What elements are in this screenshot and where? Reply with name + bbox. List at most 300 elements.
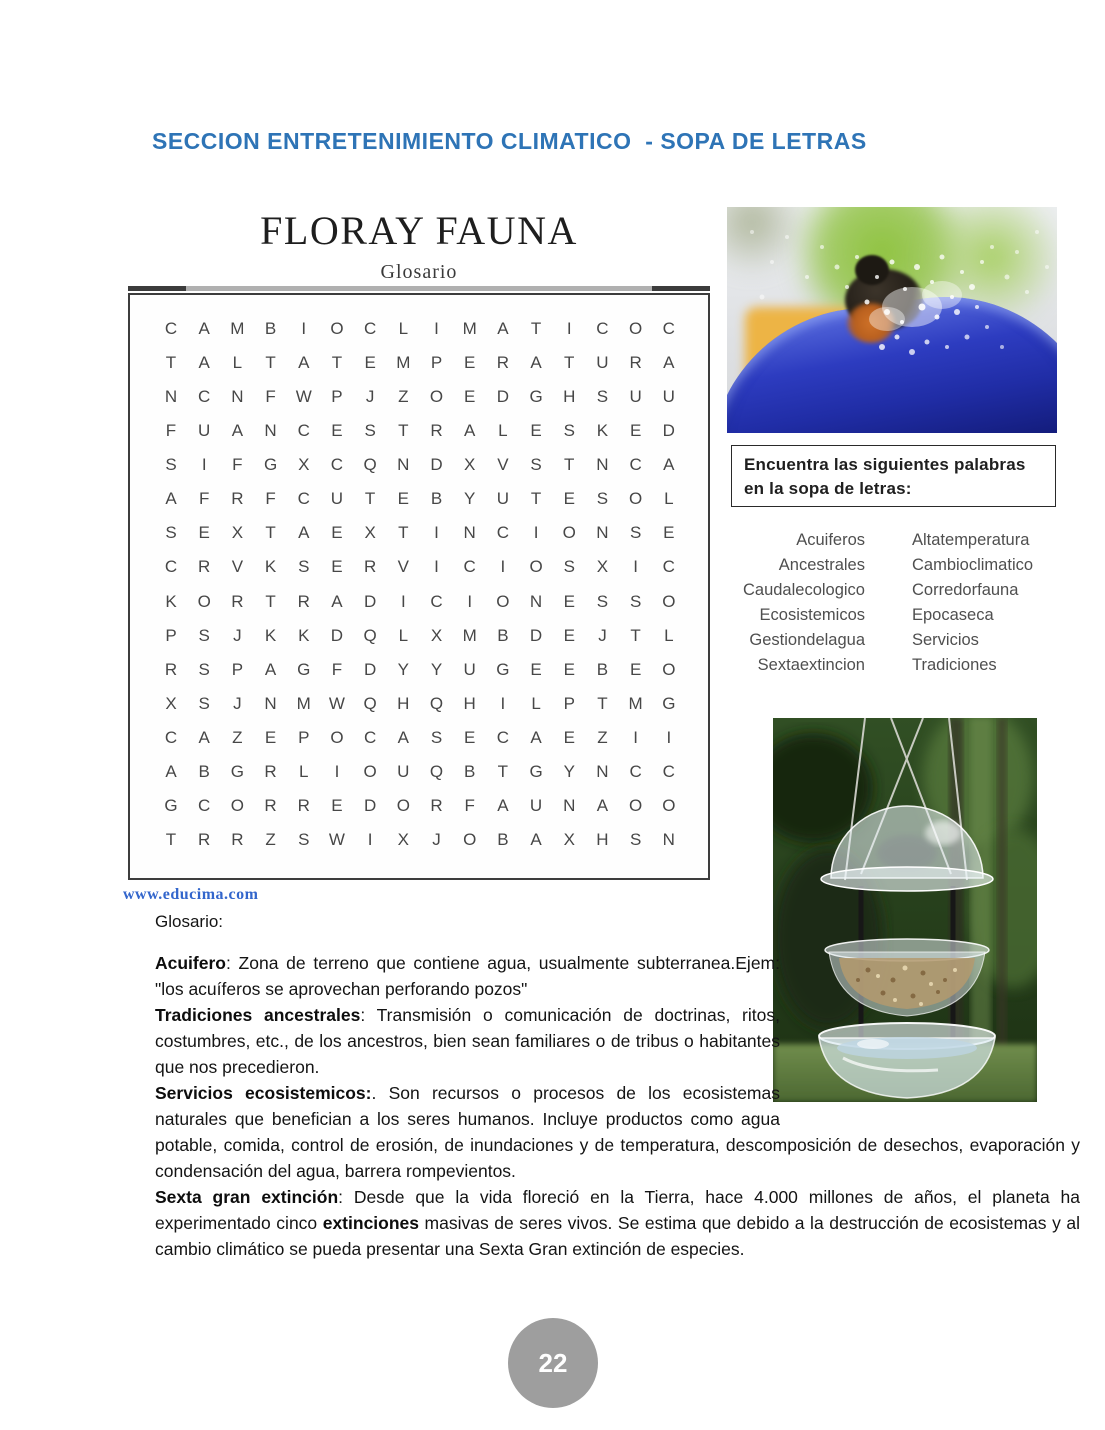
grid-letter: F	[464, 795, 475, 815]
grid-letter: K	[596, 421, 609, 441]
word-list-left-column	[731, 528, 865, 678]
grid-letter: N	[264, 421, 277, 441]
grid-letter: W	[328, 693, 345, 713]
grid-letter: T	[265, 523, 276, 543]
water-splash	[727, 207, 1057, 433]
grid-letter: T	[398, 421, 409, 441]
grid-letter: A	[198, 353, 210, 373]
grid-letter: E	[198, 523, 210, 543]
grid-letter: C	[662, 557, 675, 577]
grid-letter: B	[198, 761, 210, 781]
grid-letter: G	[529, 387, 543, 407]
grid-letter: A	[596, 795, 609, 815]
grid-letter: L	[232, 353, 243, 373]
grid-letter: S	[629, 829, 642, 849]
glossary-definition: masivas de seres vivos. Se estima que debido a la destrucción de ecosistemas y al cambio climático se pueda presentar una Sexta Gran extinción de especies.	[155, 1213, 1080, 1259]
grid-letter: J	[432, 829, 441, 849]
grid-letter: N	[596, 455, 609, 475]
grid-letter: C	[662, 761, 675, 781]
grid-row	[160, 421, 680, 441]
word-list-right-column	[912, 528, 1061, 678]
grid-letter: O	[396, 795, 410, 815]
grid-letter: Q	[429, 761, 444, 781]
grid-letter: U	[330, 489, 344, 509]
grid-letter: E	[563, 625, 575, 645]
grid-letter: Q	[363, 455, 377, 475]
grid-row	[160, 353, 680, 373]
grid-letter: I	[500, 693, 506, 713]
grid-letter: R	[297, 795, 310, 815]
grid-letter: I	[633, 557, 638, 577]
grid-letter: J	[233, 625, 242, 645]
grid-letter: U	[397, 761, 410, 781]
puzzle-subtitle: Glosario	[380, 261, 458, 283]
grid-letter: R	[264, 795, 277, 815]
grid-letter: C	[629, 761, 642, 781]
grid-letter: S	[563, 557, 575, 577]
grid-letter: V	[231, 557, 244, 577]
grid-letter: N	[662, 829, 675, 849]
grid-letter: C	[430, 591, 443, 611]
grid-letter: I	[633, 727, 638, 747]
grid-letter: O	[529, 557, 543, 577]
grid-letter: A	[165, 489, 177, 509]
grid-letter: G	[297, 659, 311, 679]
grid-letter: A	[298, 353, 310, 373]
grid-letter: O	[197, 591, 211, 611]
word-list-item: Gestiondelagua	[749, 631, 865, 649]
grid-letter: R	[164, 659, 178, 679]
grid-letter: R	[496, 353, 510, 373]
instructions-text: Encuentra las siguientes palabras en la sopa de letras:	[744, 455, 1026, 498]
grid-row	[160, 626, 680, 646]
grid-row	[160, 592, 680, 612]
grid-letter: R	[231, 489, 244, 509]
grid-letter: D	[430, 455, 443, 475]
grid-letter: M	[296, 693, 311, 713]
grid-letter: S	[198, 693, 210, 713]
grid-letter: L	[299, 761, 309, 781]
puzzle-title: FLORAY FAUNA	[260, 208, 578, 253]
grid-letter: E	[563, 727, 575, 747]
grid-row	[160, 455, 680, 475]
grid-letter: U	[529, 795, 543, 815]
word-list-item: Servicios	[912, 631, 979, 649]
grid-letter: A	[530, 829, 542, 849]
grid-letter: K	[264, 625, 277, 645]
grid-row	[160, 489, 680, 509]
grid-letter: R	[430, 795, 443, 815]
grid-letter: H	[596, 829, 609, 849]
grid-letter: I	[367, 829, 373, 849]
word-list-item: Altatemperatura	[912, 531, 1030, 549]
grid-letter: Q	[429, 693, 444, 713]
grid-letter: E	[563, 489, 575, 509]
section-heading: SECCION ENTRETENIMIENTO CLIMATICO - SOPA DE LETRAS	[152, 128, 867, 154]
grid-letter: V	[497, 455, 509, 475]
grid-letter: R	[198, 829, 211, 849]
grid-letter: E	[331, 523, 343, 543]
grid-letter: A	[663, 353, 675, 373]
glossary-term: Tradiciones ancestrales	[155, 1005, 361, 1025]
grid-letter: X	[231, 523, 244, 543]
grid-letter: C	[496, 523, 510, 543]
grid-letter: O	[662, 591, 676, 611]
word-search-grid	[128, 293, 710, 880]
grid-letter: T	[597, 693, 608, 713]
grid-letter: Z	[597, 727, 608, 747]
grid-letter: J	[365, 387, 375, 407]
glossary-definition: . Son recursos o procesos de los ecosistemas naturales que benefician a los seres humanos. Incluye productos como agua potable, comida, control de erosión, de inundaciones y de temperatura, descomposición de desechos, evaporación y condensación del agua, barrera rompevientos.	[155, 1083, 1080, 1181]
grid-letter: N	[596, 523, 609, 543]
grid-letter: I	[434, 523, 439, 543]
word-list-item: Cambioclimatico	[912, 556, 1034, 574]
grid-row	[160, 762, 680, 782]
grid-letter: F	[198, 489, 210, 509]
grid-letter: U	[596, 353, 609, 373]
grid-letter: X	[298, 455, 310, 475]
grid-letter: D	[496, 387, 510, 407]
grid-letter: M	[628, 693, 643, 713]
grid-letter: R	[363, 557, 377, 577]
grid-letter: O	[330, 319, 344, 338]
grid-letter: O	[629, 489, 643, 509]
grid-letter: C	[164, 319, 178, 338]
grid-letter: A	[497, 795, 509, 815]
grid-letter: C	[198, 795, 211, 815]
grid-letter: H	[463, 693, 476, 713]
grid-letter: C	[164, 557, 178, 577]
grid-letter: S	[596, 591, 609, 611]
grid-letter: E	[629, 421, 642, 441]
grid-letter: B	[264, 319, 277, 338]
word-list-item: Ecosistemicos	[759, 606, 865, 624]
grid-letter: B	[596, 659, 609, 679]
grid-letter: R	[264, 761, 277, 781]
glossary-term: Acuifero	[155, 953, 226, 973]
grid-letter: A	[165, 761, 177, 781]
grid-letter: S	[198, 625, 210, 645]
grid-letter: D	[662, 421, 675, 441]
grid-letter: Z	[265, 829, 276, 849]
grid-letter: O	[629, 795, 643, 815]
grid-letter: T	[265, 591, 276, 611]
grid-letter: T	[398, 523, 409, 543]
grid-letter: I	[666, 727, 672, 747]
grid-letter: A	[530, 727, 542, 747]
grid-letter: D	[363, 795, 377, 815]
word-list-item: Tradiciones	[912, 656, 997, 674]
grid-letter: R	[231, 591, 244, 611]
grid-letter: O	[463, 829, 477, 849]
glossary-term: Sexta gran extinción	[155, 1187, 339, 1207]
grid-letter: M	[462, 625, 477, 645]
glossary-term: Servicios ecosistemicos:	[155, 1083, 372, 1103]
grid-letter: S	[364, 421, 376, 441]
grid-letter: I	[201, 455, 207, 475]
grid-letter: M	[462, 319, 477, 338]
glossary-body	[155, 950, 1080, 1262]
grid-letter: M	[396, 353, 411, 373]
grid-row	[160, 830, 680, 850]
grid-letter: X	[563, 829, 575, 849]
grid-row	[160, 319, 680, 339]
grid-letter: A	[331, 591, 343, 611]
grid-letter: Z	[232, 727, 243, 747]
text-wrap-spacer	[780, 950, 1080, 1132]
grid-letter: P	[430, 353, 443, 373]
grid-letter: V	[397, 557, 409, 577]
grid-row	[160, 728, 680, 748]
grid-letter: C	[496, 727, 510, 747]
grid-top-scan-line	[128, 286, 710, 291]
grid-letter: E	[264, 727, 277, 747]
instructions-box	[731, 445, 1056, 507]
grid-letter: S	[430, 727, 443, 747]
grid-letter: E	[663, 523, 675, 543]
grid-letter: N	[563, 795, 576, 815]
grid-letter: G	[164, 795, 178, 815]
grid-letter: I	[334, 761, 340, 781]
grid-letter: O	[496, 591, 510, 611]
grid-letter: P	[563, 693, 575, 713]
grid-letter: E	[530, 421, 542, 441]
grid-letter: T	[165, 353, 177, 373]
word-list-item: Epocaseca	[912, 606, 994, 624]
grid-letter: K	[165, 591, 177, 611]
grid-letter: I	[301, 319, 307, 338]
grid-letter: J	[598, 625, 607, 645]
grid-letter: I	[500, 557, 506, 577]
grid-letter: Q	[363, 693, 377, 713]
grid-letter: D	[363, 591, 377, 611]
grid-letter: T	[564, 353, 575, 373]
grid-letter: T	[331, 353, 343, 373]
grid-letter: C	[596, 319, 609, 338]
grid-letter: T	[497, 761, 509, 781]
grid-letter: J	[233, 693, 242, 713]
word-list-item: Acuiferos	[796, 531, 865, 549]
grid-letter: Q	[363, 625, 377, 645]
grid-letter: C	[330, 455, 344, 475]
grid-letter: S	[165, 455, 177, 475]
grid-letter: A	[663, 455, 675, 475]
glossary-bold-word: extinciones	[322, 1213, 420, 1233]
grid-letter: A	[530, 353, 542, 373]
grid-letter: E	[331, 795, 343, 815]
grid-letter: A	[464, 421, 476, 441]
grid-letter: U	[198, 421, 211, 441]
grid-letter: A	[397, 727, 409, 747]
grid-row	[160, 796, 680, 816]
grid-letter: B	[497, 625, 509, 645]
educima-link[interactable]: www.educima.com	[123, 886, 259, 903]
grid-letter: F	[331, 659, 343, 679]
glossary-definition: : Desde que la vida floreció en la Tierra, hace 4.000 millones de años, el planeta ha experimentado cinco	[155, 1187, 1080, 1233]
grid-letter: C	[363, 727, 377, 747]
grid-letter: O	[429, 387, 444, 407]
grid-letter: N	[231, 387, 244, 407]
grid-letter: C	[198, 387, 211, 407]
grid-letter: E	[563, 659, 575, 679]
grid-letter: C	[629, 455, 642, 475]
grid-letter: H	[563, 387, 576, 407]
grid-letter: G	[230, 761, 244, 781]
grid-letter: E	[530, 659, 542, 679]
grid-letter: L	[531, 693, 541, 713]
grid-letter: T	[265, 353, 276, 373]
grid-letter: O	[230, 795, 244, 815]
glossary-heading: Glosario:	[155, 912, 224, 931]
grid-letter: C	[463, 557, 476, 577]
grid-letter: X	[464, 455, 476, 475]
grid-letter: O	[629, 319, 643, 338]
grid-letter: E	[364, 353, 376, 373]
grid-letter: S	[298, 557, 310, 577]
grid-letter: E	[464, 727, 476, 747]
grid-letter: R	[629, 353, 642, 373]
grid-letter: S	[596, 489, 609, 509]
bird-bath-photo	[727, 207, 1057, 433]
grid-letter: D	[363, 659, 377, 679]
grid-letter: G	[496, 659, 510, 679]
word-list-item: Caudalecologico	[742, 581, 865, 599]
word-search-letters	[130, 295, 708, 878]
glossary-section	[155, 912, 1080, 1262]
grid-letter: O	[363, 761, 377, 781]
page-number-text: 22	[538, 1347, 568, 1378]
grid-letter: E	[397, 489, 409, 509]
grid-letter: T	[530, 489, 542, 509]
grid-letter: I	[400, 591, 406, 611]
glossary-definition: : Zona de terreno que contiene agua, usualmente subterranea.Ejem: "los acuíferos se aprovechan perforando pozos"	[155, 953, 780, 999]
grid-letter: O	[662, 659, 676, 679]
glossary-definition: : Transmisión o comunicación de doctrinas, ritos, costumbres, etc., de los ancestros, bien sean familiares o de tribus o habitantes que nos precedieron.	[155, 1005, 780, 1077]
grid-letter: K	[264, 557, 277, 577]
grid-letter: S	[563, 421, 575, 441]
grid-letter: X	[430, 625, 443, 645]
grid-letter: D	[529, 625, 543, 645]
grid-letter: L	[664, 625, 674, 645]
grid-letter: S	[629, 591, 642, 611]
grid-letter: L	[398, 319, 409, 338]
grid-letter: R	[198, 557, 211, 577]
grid-letter: G	[529, 761, 543, 781]
grid-letter: E	[331, 421, 343, 441]
grid-letter: A	[298, 523, 310, 543]
grid-row	[160, 557, 680, 577]
grid-letter: U	[463, 659, 476, 679]
grid-letter: A	[198, 319, 210, 338]
grid-letter: H	[397, 693, 410, 713]
grid-letter: Y	[430, 659, 443, 679]
grid-letter: C	[164, 727, 178, 747]
grid-letter: P	[231, 659, 244, 679]
grid-letter: U	[496, 489, 510, 509]
grid-letter: Y	[397, 659, 409, 679]
grid-letter: Z	[398, 387, 409, 407]
grid-letter: T	[564, 455, 575, 475]
grid-letter: B	[497, 829, 509, 849]
page-number-badge	[508, 1318, 598, 1408]
grid-letter: N	[463, 523, 476, 543]
grid-letter: C	[297, 421, 310, 441]
grid-letter: S	[298, 829, 310, 849]
grid-letter: N	[164, 387, 178, 407]
grid-letter: I	[533, 523, 539, 543]
grid-letter: Y	[563, 761, 575, 781]
grid-row	[160, 523, 680, 543]
grid-letter: S	[530, 455, 542, 475]
grid-letter: W	[328, 829, 345, 849]
grid-letter: P	[331, 387, 343, 407]
grid-letter: P	[165, 625, 177, 645]
grid-letter: S	[629, 523, 642, 543]
grid-letter: C	[363, 319, 377, 338]
grid-letter: X	[397, 829, 409, 849]
grid-letter: Y	[464, 489, 476, 509]
grid-letter: F	[265, 387, 276, 407]
grid-letter: P	[298, 727, 310, 747]
grid-letter: F	[165, 421, 177, 441]
grid-letter: B	[430, 489, 443, 509]
grid-letter: U	[629, 387, 642, 407]
word-list	[731, 528, 1061, 678]
grid-letter: N	[264, 693, 277, 713]
grid-letter: S	[165, 523, 177, 543]
grid-letter: A	[198, 727, 210, 747]
grid-letter: O	[662, 795, 676, 815]
grid-letter: K	[298, 625, 310, 645]
grid-letter: G	[263, 455, 278, 475]
grid-letter: E	[464, 387, 476, 407]
grid-letter: T	[364, 489, 376, 509]
grid-letter: F	[265, 489, 276, 509]
grid-letter: N	[529, 591, 543, 611]
grid-letter: R	[231, 829, 244, 849]
grid-row	[160, 387, 680, 407]
grid-letter: I	[434, 557, 439, 577]
grid-letter: R	[297, 591, 310, 611]
grid-letter: L	[498, 421, 508, 441]
glossary-entry-sexta-extincion	[155, 1184, 1080, 1262]
grid-letter: E	[331, 557, 343, 577]
grid-letter: E	[563, 591, 575, 611]
grid-letter: I	[467, 591, 473, 611]
grid-letter: T	[530, 319, 542, 338]
grid-letter: E	[629, 659, 642, 679]
grid-letter: L	[664, 489, 674, 509]
grid-letter: N	[596, 761, 609, 781]
grid-letter: A	[497, 319, 509, 338]
grid-letter: O	[562, 523, 576, 543]
grid-letter: W	[295, 387, 312, 407]
word-list-item: Corredorfauna	[912, 581, 1019, 599]
grid-letter: S	[596, 387, 609, 407]
grid-letter: T	[165, 829, 177, 849]
word-list-item: Ancestrales	[778, 556, 865, 574]
grid-letter: X	[165, 693, 177, 713]
grid-letter: B	[464, 761, 476, 781]
grid-letter: E	[464, 353, 476, 373]
grid-letter: I	[566, 319, 572, 338]
grid-letter: X	[364, 523, 376, 543]
grid-letter: X	[596, 557, 609, 577]
grid-letter: L	[398, 625, 409, 645]
grid-letter: S	[198, 659, 210, 679]
grid-letter: T	[630, 625, 641, 645]
grid-letter: A	[231, 421, 244, 441]
